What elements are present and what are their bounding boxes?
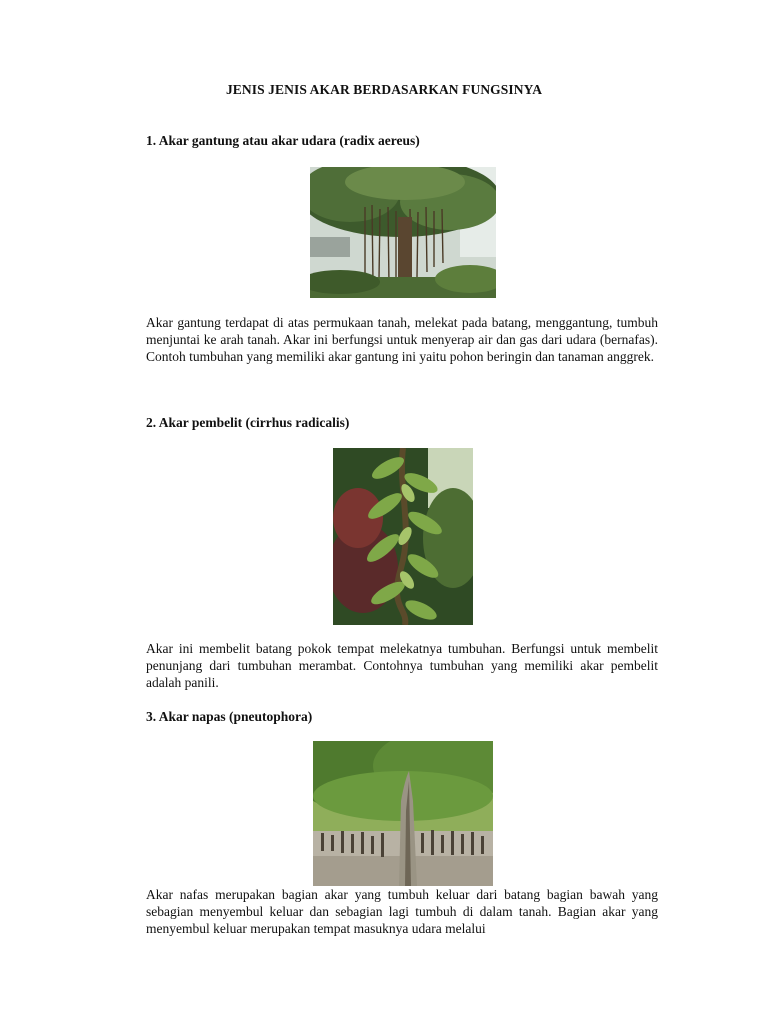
page-title: JENIS JENIS AKAR BERDASARKAN FUNGSINYA — [225, 82, 543, 97]
photo-banyan-tree — [310, 167, 496, 298]
section-paragraph-3: Akar nafas merupakan bagian akar yang tumbuh keluar dari batang bagian bawah yang sebagian menyembul keluar dan sebagian lagi tumbuh di dalam tanah. Bagian akar yang menyembul keluar merupakan tempat masuknya udara melalui — [146, 887, 658, 936]
photo-mangrove-roots — [313, 741, 493, 886]
section-heading-2: 2. Akar pembelit (cirrhus radicalis) — [146, 415, 350, 430]
section-heading-1: 1. Akar gantung atau akar udara (radix aereus) — [146, 133, 420, 148]
section-paragraph-2: Akar ini membelit batang pokok tempat melekatnya tumbuhan. Berfungsi untuk membelit penunjang dari tumbuhan merambat. Contohnya tumbuhan yang memiliki akar pembelit adalah panili. — [146, 641, 658, 690]
section-paragraph-1: Akar gantung terdapat di atas permukaan tanah, melekat pada batang, menggantung, tumbuh menjuntai ke arah tanah. Akar ini berfungsi untuk menyerap air dan gas dari udara (bernafas). Contoh tumbuhan yang memiliki akar gantung ini yaitu pohon beringin dan tanaman anggrek. — [146, 315, 658, 364]
photo-vanilla-vine — [333, 448, 473, 625]
section-heading-3: 3. Akar napas (pneutophora) — [146, 709, 313, 724]
